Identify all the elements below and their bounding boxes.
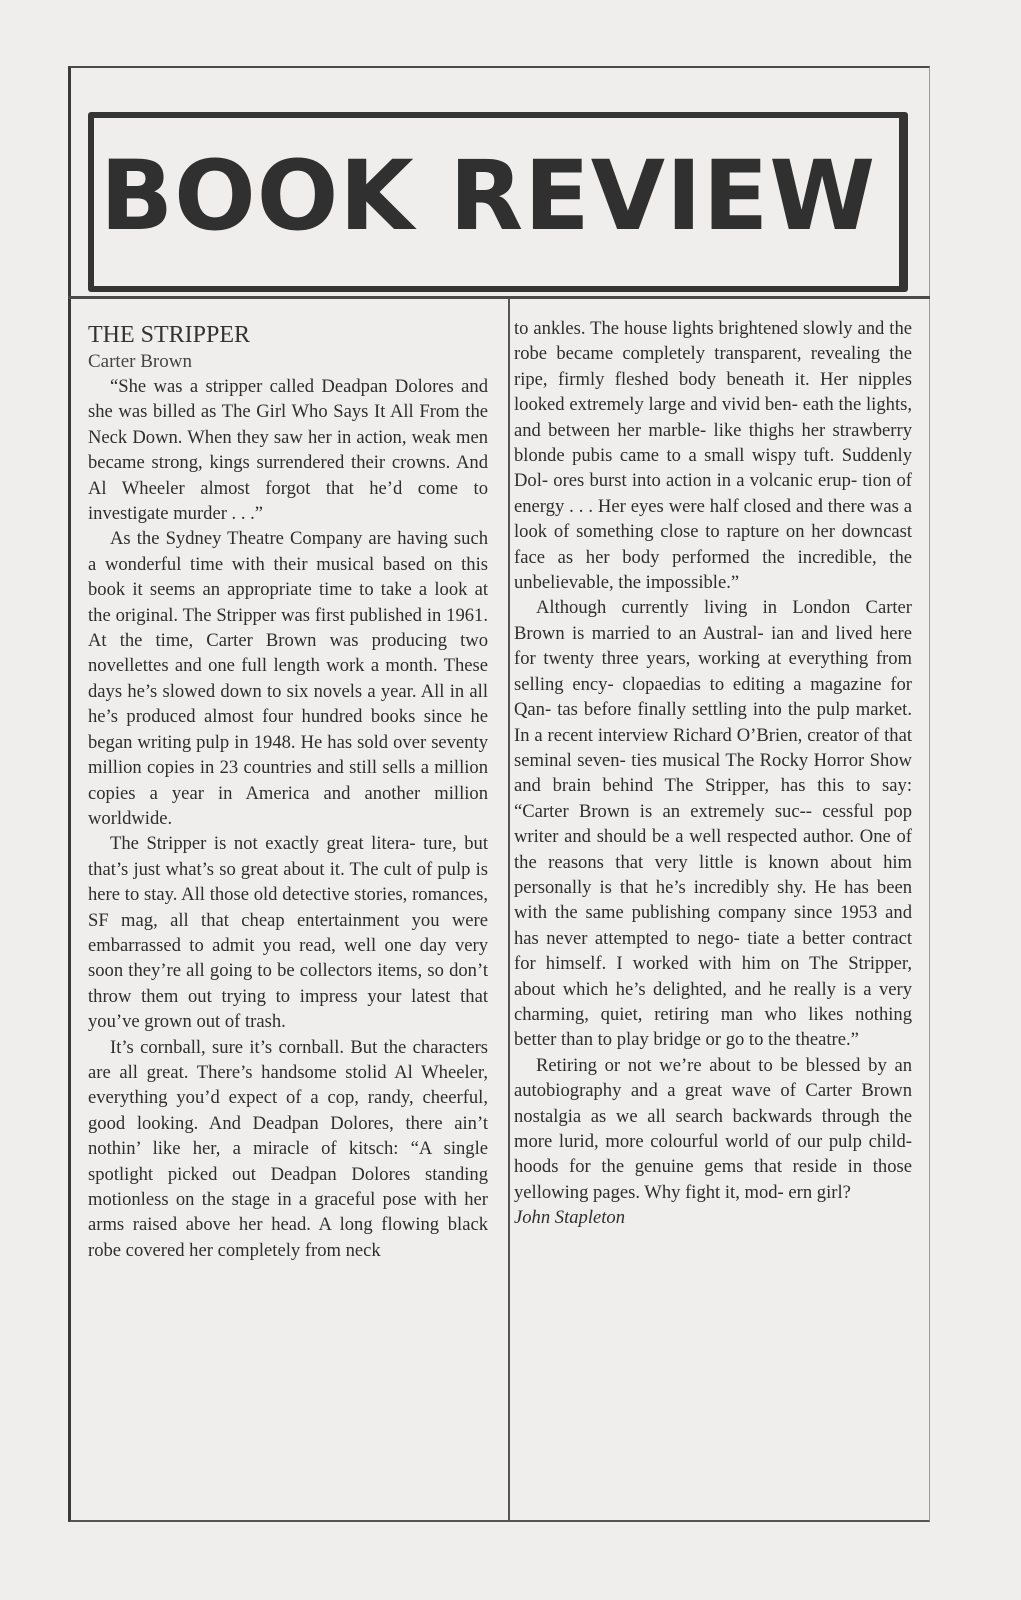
header-rule — [68, 296, 930, 299]
column-divider — [508, 298, 510, 1522]
byline: John Stapleton — [514, 1207, 626, 1229]
right-column — [514, 316, 912, 1231]
paragraph: Retiring or not we’re about to be blessed by an autobiography and a great wave of Carter Brown nostalgia as we all search backwards through the more lurid, more colourful world of our pulp child- hoods for the genuine gems that reside in those yellowing pages. Why fight it, mod- ern girl? — [514, 1054, 912, 1203]
paragraph: to ankles. The house lights brightened slowly and the robe became completely transparent, revealing the ripe, firmly fleshed body beneath it. Her nipples looked extremely large and vivid ben- eath the lights, and between her marble- like thighs her strawberry blonde pubis came to a small wispy tuft. Suddenly Dol- ores burst into action in a volcanic erup- tion of energy . . . Her eyes were half closed and there was a look of something close to rapture on her downcast face as her body performed the incredible, the unbelievable, the impossible.” — [514, 318, 912, 594]
left-column — [88, 320, 488, 1263]
paragraph: The Stripper is not exactly great litera- ture, but that’s just what’s so great about it. The cult of pulp is here to stay. All those old detective stories, romances, SF mag, all that cheap entertainment you were embarrassed to admit you read, well one day very soon they’re all going to be collectors items, so don’t throw them out trying to impress your latest that you’ve grown out of trash. — [88, 833, 488, 1033]
paragraph: “She was a stripper called Deadpan Dolores and she was billed as The Girl Who Says It All From the Neck Down. When they saw her in action, weak men became strong, kings surrendered their crowns. And Al Wheeler almost forgot that he’d come to investigate murder . . .” — [88, 376, 488, 525]
paragraph: Although currently living in London Carter Brown is married to an Austral- ian and lived here for twenty three years, working at everything from selling ency- clopaedias to editing a magazine for Qan- tas before finally settling into the pulp market. In a recent interview Richard O’Brien, creator of that seminal seven- ties musical The Rocky Horror Show and brain behind The Stripper, has this to say: “Carter Brown is an extremely suc-- cessful pop writer and should be a well respected author. One of the reasons that very little is known about him personally is that he’s incredibly shy. He has been with the same publishing company since 1953 and has never attempted to nego- tiate a better contract for himself. I worked with him on The Stripper, about which he’s delighted, and he really is a very charming, quiet, retiring man who likes nothing better than to play bridge or go to the theatre.” — [514, 597, 912, 1051]
page-title: BOOK REVIEW — [100, 140, 877, 252]
paragraph: It’s cornball, sure it’s cornball. But the characters are all great. There’s handsome stolid Al Wheeler, everything you’d expect of a cop, randy, cheerful, good looking. And Deadpan Dolores, there ain’t nothin’ like her, a miracle of kitsch: “A single spotlight picked out Deadpan Dolores standing motionless on the stage in a graceful pose with her arms raised above her head. A long flowing black robe covered her completely from neck — [88, 1036, 488, 1261]
book-title: THE STRIPPER — [88, 322, 251, 348]
paragraph: As the Sydney Theatre Company are having such a wonderful time with their musical based on this book it seems an appropriate time to take a look at the original. The Stripper was first published in 1961. At the time, Carter Brown was producing two novellettes and one full length work a month. These days he’s slowed down to six novels a year. All in all he’s produced almost four hundred books since he began writing pulp in 1948. He has sold over seventy million copies in 23 countries and still sells a million copies a year in America and another million worldwide. — [88, 528, 488, 829]
book-author: Carter Brown — [88, 351, 192, 372]
